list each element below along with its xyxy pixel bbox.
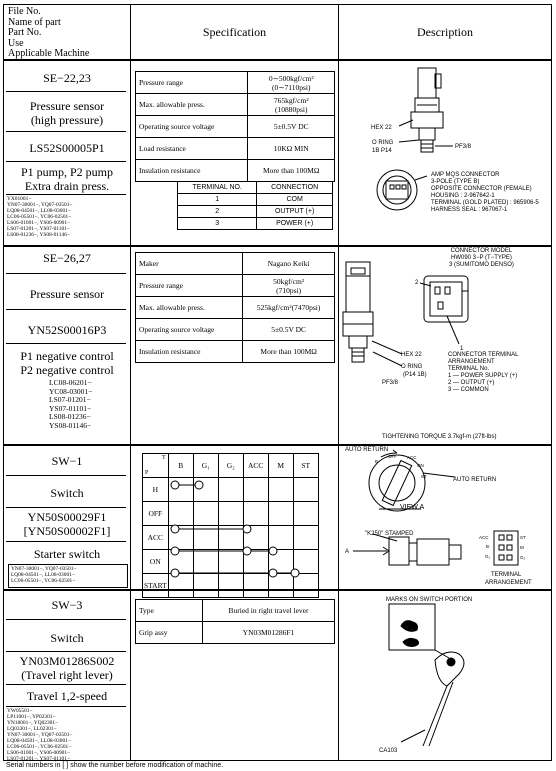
file-no: SE−22,23 xyxy=(43,71,91,85)
connection: COM xyxy=(257,194,333,206)
switch-position-table xyxy=(142,453,319,598)
amp-connector-info: AMP MQS CONNECTOR 3-POLE (TYPE B) OPPOSITE CONNECTOR (FEMALE) HOUSING : 2-967642-1 TERMINAL (GOLD PLATED) : 965906-5 HARNESS SEAL : 967067-1 xyxy=(431,172,539,213)
high-pressure-sensor-drawing xyxy=(339,60,551,245)
spec-row xyxy=(136,341,335,363)
spec-label: Pressure range xyxy=(136,275,243,297)
pf-label: PF3/8 xyxy=(382,380,399,386)
spec-label: Pressure range xyxy=(136,72,248,94)
machine-serial: YS08-01146− xyxy=(49,420,92,430)
terminal-no: 3 xyxy=(178,218,257,230)
terminal-arrangement-line2: ARRANGEMENT xyxy=(485,580,532,586)
connection-header: CONNECTION xyxy=(257,182,333,194)
machine-serial: LC06-05501−, YC06-02501− xyxy=(11,578,76,584)
spec-value: 765kgf/cm² (10880psi) xyxy=(248,94,335,116)
terminal-g1: G₁ xyxy=(485,554,491,559)
applicable-machines xyxy=(7,196,72,238)
spec-row xyxy=(136,319,335,341)
starter-switch-drawing xyxy=(339,445,551,589)
dial-on: ON xyxy=(417,463,424,468)
cell-divider xyxy=(6,131,126,132)
part-name: Switch xyxy=(50,486,84,500)
part-no-line: YN50S00029F1 xyxy=(27,510,107,524)
spec-row xyxy=(136,297,335,319)
spec-row xyxy=(136,622,335,644)
header-applicable-machine: Applicable Machine xyxy=(8,48,90,59)
spec-label: Max. allowable press. xyxy=(136,94,248,116)
file-no: SE−26,27 xyxy=(43,251,91,265)
terminal-no: 1 xyxy=(178,194,257,206)
machine-serial: YN07-30001−, YQ07-03501− xyxy=(11,566,77,572)
cell-divider xyxy=(6,684,126,685)
switch-row-label: OFF xyxy=(143,502,169,526)
machine-serial: LQ08-04501−, LL08-03001− xyxy=(7,208,71,214)
terminal-arrangement-line1: TERMINAL xyxy=(491,572,522,578)
part-name: Switch xyxy=(50,631,84,645)
spec-value: 5±0.5V DC xyxy=(243,319,335,341)
cell-divider xyxy=(6,343,126,344)
spec-row xyxy=(136,72,335,94)
spec-row xyxy=(136,160,335,182)
machine-serial: YN18001−, YQ02301− xyxy=(7,720,59,726)
terminal-st: ST xyxy=(520,535,526,540)
applicable-machines xyxy=(8,564,128,588)
terminal-b: B xyxy=(486,544,490,549)
header-use: Use xyxy=(8,37,24,49)
auto-return-right: AUTO RETURN xyxy=(453,477,497,483)
header-file-no: File No. xyxy=(8,6,41,17)
arrow-a-label: A xyxy=(345,549,350,555)
machine-serial: YS07-01101− xyxy=(49,403,92,413)
spec-value: 525kgf/cm²(7470psi) xyxy=(243,297,335,319)
machine-serial: LS06-01001−, YS06-00901− xyxy=(7,220,71,226)
oring-label: O RING xyxy=(401,364,423,370)
spec-row xyxy=(136,138,335,160)
spec-label: Insulation resistance xyxy=(136,160,248,182)
use: Starter switch xyxy=(33,547,101,561)
part-name-line: Pressure sensor xyxy=(29,99,105,113)
machine-serial: LS08-01236−, YS08-01146− xyxy=(7,232,70,238)
part-name xyxy=(4,99,130,127)
machine-serial: LC08-06201− xyxy=(49,378,92,387)
applicable-machines xyxy=(49,379,92,430)
spec-value: Nagano Keiki xyxy=(243,253,335,275)
machine-serial: LQ03301−, LL02301− xyxy=(7,726,57,732)
spec-label: Load resistance xyxy=(136,138,248,160)
column-divider xyxy=(130,5,131,760)
dial-acc: ACC xyxy=(407,455,417,460)
machine-serial: YN07-30001−, YQ07-03501− xyxy=(7,202,73,208)
terminal-acc: ACC xyxy=(479,535,489,540)
spec-value: Buried in right travel lever xyxy=(203,600,335,622)
switch-col-header: G₁ xyxy=(193,454,218,478)
negative-control-sensor-drawing xyxy=(339,246,551,444)
part-no xyxy=(4,654,130,682)
use xyxy=(4,349,130,377)
machine-serial: LQ08-04501−, LL08-03001− xyxy=(7,738,71,744)
spec-value: YN03M01286F1 xyxy=(203,622,335,644)
spec-value: 50kgf/cm² (710psi) xyxy=(243,275,335,297)
connection: OUTPUT (+) xyxy=(257,206,333,218)
dial-b: B xyxy=(375,459,379,464)
cell-divider xyxy=(6,507,126,508)
applicable-machines xyxy=(7,708,72,762)
use-line: P1 pump, P2 pump xyxy=(20,165,113,179)
use xyxy=(4,165,130,193)
pin-1-label: 1 xyxy=(460,346,464,352)
spec-label: Insulation resistance xyxy=(136,341,243,363)
dial-st: ST xyxy=(421,474,427,479)
part-code-label: CA103 xyxy=(379,748,398,754)
part-no-line: YN03M01286S002 xyxy=(19,654,115,668)
machine-serial: LS07-01201−, YS07-01101− xyxy=(7,226,70,232)
spec-table xyxy=(135,252,335,363)
cell-divider xyxy=(6,309,126,310)
hex-label: HEX 22 xyxy=(401,352,422,358)
spec-label: Grip assy xyxy=(136,622,203,644)
travel-lever-drawing xyxy=(339,590,551,760)
header-left xyxy=(8,7,89,60)
machine-serial: LS08-01236− xyxy=(49,412,91,421)
spec-table xyxy=(135,599,335,644)
spec-label: Operating source voltage xyxy=(136,319,243,341)
cell-divider xyxy=(6,651,126,652)
machine-serial: YN07-30001−, YQ07-03501− xyxy=(7,732,73,738)
part-no-line: [YN50S00002F1] xyxy=(23,524,111,538)
machine-serial: LQ08-04501−, LL08-03001− xyxy=(11,572,75,578)
header-description: Description xyxy=(417,25,473,39)
machine-serial: YX01001− xyxy=(7,196,32,202)
spec-label: Operating source voltage xyxy=(136,116,248,138)
view-a-label: VIEW A xyxy=(400,504,425,511)
cell-divider xyxy=(6,91,126,92)
part-name: Pressure sensor xyxy=(29,287,105,301)
header-specification: Specification xyxy=(202,25,267,39)
marks-label: MARKS ON SWITCH PORTION xyxy=(386,597,473,603)
terminal-arrangement-info: CONNECTOR TERMINAL ARRANGEMENT TERMINAL No. 1 — POWER SUPPLY (+) 2 — OUTPUT (+) 3 — COMMON xyxy=(448,352,519,393)
use-line: P1 negative control xyxy=(20,349,114,363)
dial-off: OFF xyxy=(388,454,397,459)
parts-table xyxy=(3,4,552,761)
spec-value: 10KΩ MIN xyxy=(248,138,335,160)
header-part-no: Part No. xyxy=(8,27,42,38)
file-no: SW−1 xyxy=(51,454,83,468)
footnote: Serial numbers in [ ] show the number before modification of machine. xyxy=(6,762,224,769)
cell-divider xyxy=(6,706,126,707)
machine-serial: LP11001−, YP02301− xyxy=(7,714,56,720)
cell-divider xyxy=(6,541,126,542)
machine-serial: LS06-01001−, YS06-00901− xyxy=(7,750,71,756)
part-no: LS52S00005P1 xyxy=(29,141,105,155)
machine-serial: LS07-01201− xyxy=(49,395,91,404)
machine-serial: YC08-03001− xyxy=(49,386,93,396)
spec-label: Max. allowable press. xyxy=(136,297,243,319)
switch-row-label: START xyxy=(143,574,169,598)
switch-corner-cell: T P xyxy=(143,454,169,478)
spec-value: More than 100MΩ xyxy=(243,341,335,363)
cell-divider xyxy=(6,475,126,476)
spec-label: Type xyxy=(136,600,203,622)
use: Travel 1,2-speed xyxy=(26,689,108,703)
terminal-header: TERMINAL NO. xyxy=(178,182,257,194)
connector-model-info: CONNECTOR MODEL HW090 3−P (T−TYPE) 3 (SUMITOMO DENSO) xyxy=(449,248,514,268)
part-no-line: (Travel right lever) xyxy=(21,668,113,682)
cell-divider xyxy=(6,273,126,274)
switch-col-header: ST xyxy=(293,454,318,478)
part-no xyxy=(4,510,130,538)
spec-row xyxy=(136,116,335,138)
switch-col-header: M xyxy=(268,454,293,478)
pf-label: PF3/8 xyxy=(455,144,472,150)
hex-label: HEX 22 xyxy=(371,125,392,131)
auto-return-top: AUTO RETURN xyxy=(345,447,389,453)
spec-table xyxy=(135,71,335,182)
spec-row xyxy=(136,275,335,297)
switch-col-header: B xyxy=(168,454,193,478)
file-no: SW−3 xyxy=(51,598,83,612)
use-line: P2 negative control xyxy=(20,363,114,377)
cell-divider xyxy=(6,619,126,620)
machine-serial: YW05501− xyxy=(7,708,33,714)
switch-row-label: H xyxy=(143,478,169,502)
terminal-g2: G₂ xyxy=(520,555,526,560)
switch-col-header: ACC xyxy=(243,454,268,478)
machine-serial: LC06-05501−, YC06-02501− xyxy=(7,744,72,750)
header-name-of-part: Name of part xyxy=(8,16,61,28)
spec-row xyxy=(136,253,335,275)
oring-size: 1B P14 xyxy=(372,148,392,154)
part-no: YN52S00016P3 xyxy=(27,323,107,337)
connection: POWER (+) xyxy=(257,218,333,230)
oring-size: (P14 1B) xyxy=(403,372,427,378)
use-line: Extra drain press. xyxy=(24,179,110,193)
stamped-label: "K250" STAMPED xyxy=(365,531,414,537)
tightening-torque: TIGHTENING TORQUE 3.7kgf-m (27ft-lbs) xyxy=(382,434,497,440)
cell-divider xyxy=(6,194,126,195)
terminal-m: M xyxy=(520,545,524,550)
spec-label: Maker xyxy=(136,253,243,275)
part-name-line: (high pressure) xyxy=(30,113,104,127)
oring-label: O RING xyxy=(372,140,394,146)
spec-row xyxy=(136,600,335,622)
spec-row xyxy=(136,94,335,116)
switch-col-header: G₂ xyxy=(218,454,243,478)
terminal-connection-table xyxy=(177,181,333,230)
terminal-no: 2 xyxy=(178,206,257,218)
spec-value: More than 100MΩ xyxy=(248,160,335,182)
switch-row-label: ON xyxy=(143,550,169,574)
machine-serial: LS07-01201−, YS07-01101− xyxy=(7,756,70,762)
spec-value: 5±0.5V DC xyxy=(248,116,335,138)
machine-serial: LC06-05501−, YC06-02501− xyxy=(7,214,72,220)
cell-divider xyxy=(6,161,126,162)
pin-2-label: 2 xyxy=(415,280,419,286)
switch-row-label: ACC xyxy=(143,526,169,550)
spec-value: 0∼500kgf/cm² (0∼7110psi) xyxy=(248,72,335,94)
